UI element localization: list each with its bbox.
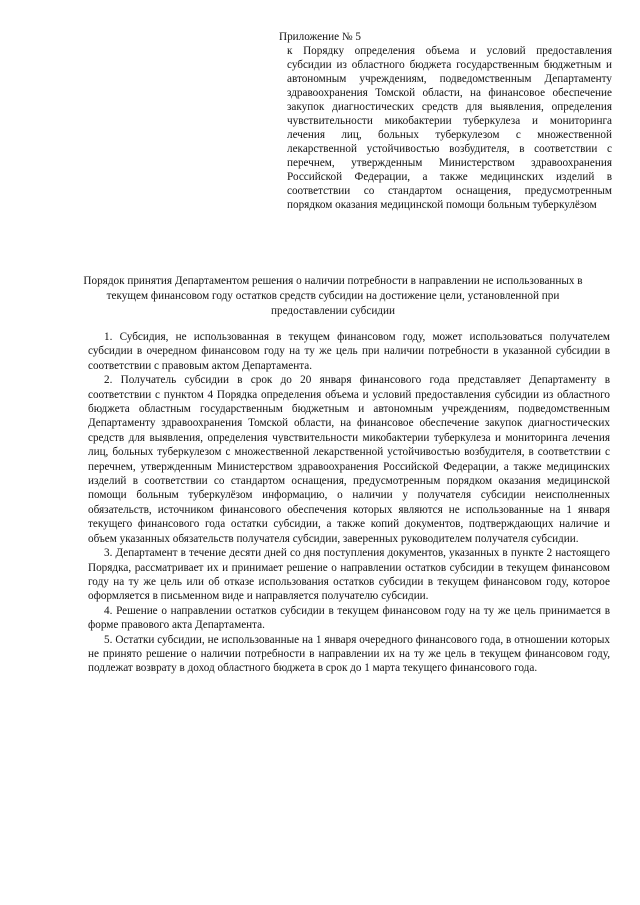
paragraph-2: 2. Получатель субсидии в срок до 20 января финансового года представляет Департаменту в соответствии с пунктом 4 Порядка определения объема и условий предоставления субсидии из областного бюджета областным государственным бюджетным и автономным учреждениям, подведомственным Департаменту здравоохранения Томской области, на финансовое обеспечение закупок диагностических средств для выявления, определения чувствительности микобактерии туберкулеза и мониторинга лечения лиц, больных туберкулезом с множественной лекарственной устойчивостью возбудителя, в соответствии с перечнем, утвержденным Министерством здравоохранения Российской Федерации, а также медицинских изделий в соответствии со стандартом оснащения, предусмотренным порядком оказания медицинской помощи больным туберкулёзом информацию, о наличии у получателя субсидии неисполненных обязательств, источником финансового обеспечения которых являются не использованные на 1 января текущего финансового года остатки субсидии, а также копий документов, подтверждающих наличие и объем указанных обязательств получателя субсидии, заверенных руководителем получателя субсидии. <box>88 374 610 545</box>
paragraph-1: 1. Субсидия, не использованная в текущем финансовом году, может использоваться получателем субсидии в очередном финансовом году на ту же цель при наличии потребности в указанной субсидии в соответствии с правовым актом Департамента. <box>88 331 610 372</box>
appendix-title: Приложение № 5 <box>279 31 361 43</box>
document-title: Порядок принятия Департаментом решения о наличии потребности в направлении не использованных в текущем финансовом году остатков средств субсидии на достижение цели, установленной при предоставлении субсидии <box>83 275 583 317</box>
document-body <box>88 330 610 676</box>
appendix-text: к Порядку определения объема и условий предоставления субсидии из областного бюджета государственным бюджетным и автономным учреждениям, подведомственным Департаменту здравоохранения Томской области, на финансовое обеспечение закупок диагностических средств для выявления, определения чувствительности микобактерии туберкулеза и мониторинга лечения лиц, больных туберкулезом с множественной лекарственной устойчивостью возбудителя, в соответствии с перечнем, утвержденным Министерством здравоохранения Российской Федерации, а также медицинских изделий в соответствии со стандартом оснащения, предусмотренным порядком оказания медицинской помощи больным туберкулёзом <box>287 45 612 211</box>
paragraph-5: 5. Остатки субсидии, не использованные на 1 января очередного финансового года, в отношении которых не принято решение о наличии потребности в направлении их на ту же цель в текущем финансовом году, подлежат возврату в доход областного бюджета в срок до 1 марта текущего финансового года. <box>88 633 610 675</box>
paragraph-3: 3. Департамент в течение десяти дней со дня поступления документов, указанных в пункте 2 настоящего Порядка, рассматривает их и принимает решение о направлении остатков субсидии в текущем финансовом году на ту же цель или об отказе использования остатков субсидии в текущем финансовом году, которое оформляется в письменном виде и направляется получателю субсидии. <box>88 547 610 603</box>
paragraph-4: 4. Решение о направлении остатков субсидии в текущем финансовом году на ту же цель принимается в форме правового акта Департамента. <box>88 604 610 632</box>
